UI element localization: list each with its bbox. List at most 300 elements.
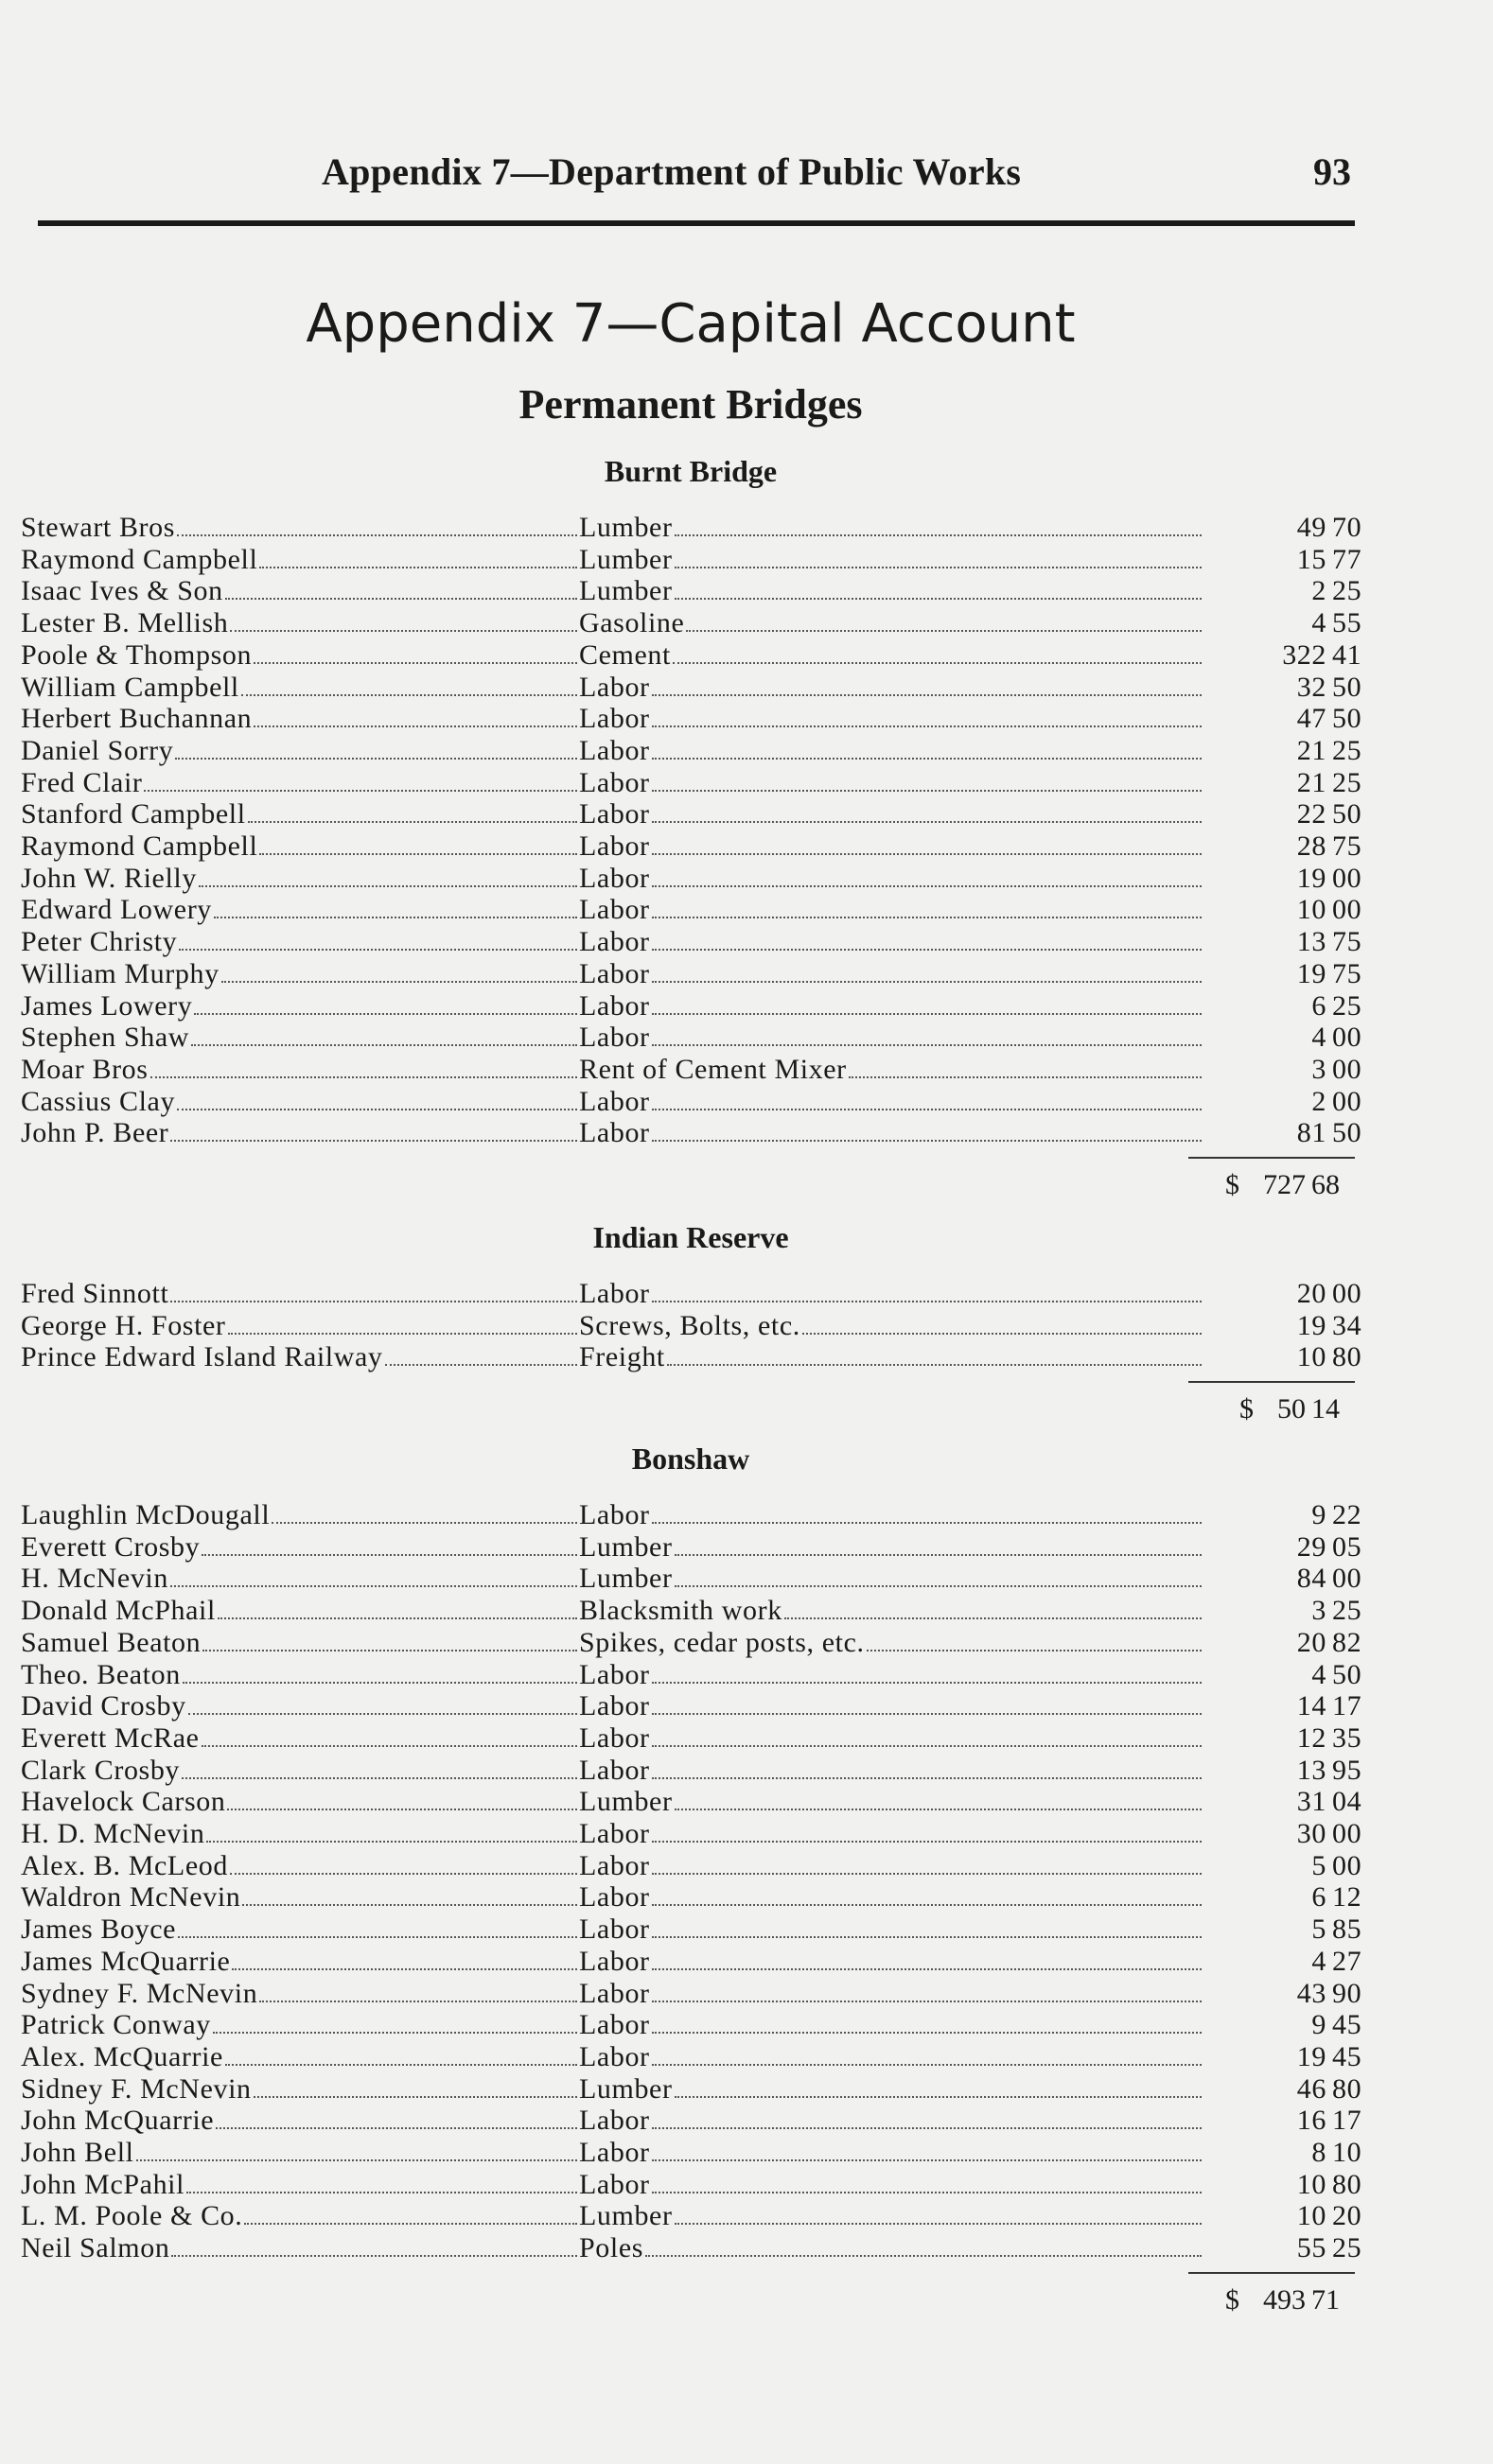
amount-dollars: 20 [1296, 1626, 1326, 1658]
dot-leader [194, 1013, 577, 1015]
payee-cell [21, 1627, 579, 1659]
ledger-row [21, 1849, 1362, 1882]
page-title: Appendix 7—Capital Account [306, 293, 1076, 355]
amount-dollars: 30 [1296, 1818, 1326, 1849]
ledger-row [21, 2072, 1362, 2106]
item-cell [579, 1054, 1203, 1086]
ledger-row [21, 638, 1362, 672]
amount-cents: 25 [1332, 766, 1362, 798]
amount-dollars: 22 [1296, 798, 1326, 830]
amount-dollars: 9 [1311, 2009, 1326, 2041]
dot-leader [191, 1044, 577, 1046]
item-cell [579, 1595, 1203, 1627]
amount-cents: 10 [1332, 2137, 1362, 2168]
dot-leader [259, 2001, 577, 2002]
amount-cents: 00 [1332, 1053, 1362, 1085]
section-total [1183, 2283, 1359, 2317]
dot-leader [272, 1522, 577, 1524]
payee-cell [21, 1818, 579, 1850]
amount-dollars: 46 [1296, 2072, 1326, 2105]
dot-leader [199, 885, 577, 887]
dot-leader [652, 1109, 1202, 1110]
payee-name: David Crosby [21, 1690, 186, 1722]
dot-leader [652, 885, 1202, 887]
dot-leader [652, 1904, 1202, 1906]
payee-cell [21, 512, 579, 544]
amount-cents: 17 [1332, 2105, 1362, 2137]
payee-name: Waldron McNevin [21, 1881, 241, 1914]
payee-name: Stanford Campbell [21, 798, 246, 830]
item-cell [579, 735, 1203, 767]
item-cell [579, 1499, 1203, 1531]
amount-cents: 00 [1332, 1849, 1362, 1881]
amount-cents: 80 [1332, 2072, 1362, 2105]
payee-cell [21, 1086, 579, 1118]
payee-name: Patrick Conway [21, 2009, 211, 2041]
dot-leader [652, 2159, 1202, 2161]
payee-name: William Murphy [21, 957, 220, 989]
payee-name: James McQuarrie [21, 1945, 231, 1977]
item-description: Labor [579, 671, 650, 703]
amount-dollars: 10 [1296, 1341, 1326, 1373]
item-description: Cement [579, 638, 671, 671]
dot-leader [675, 1809, 1202, 1810]
amount-dollars: 4 [1311, 1945, 1326, 1977]
item-cell [579, 1881, 1203, 1914]
payee-name: Isaac Ives & Son [21, 575, 223, 607]
page-number: 93 [1313, 150, 1351, 193]
amount-dollars: 13 [1296, 1754, 1326, 1786]
payee-name: Alex. B. McLeod [21, 1849, 228, 1881]
item-cell [579, 894, 1203, 926]
item-description: Labor [579, 2040, 650, 2072]
dot-leader [225, 2064, 577, 2066]
amount-dollars: 3 [1311, 1595, 1326, 1627]
dot-leader [675, 567, 1202, 568]
dot-leader [170, 1585, 577, 1587]
item-description: Labor [579, 734, 650, 766]
ledger-row [21, 1658, 1362, 1691]
amount-cents: 41 [1332, 638, 1362, 671]
dot-leader [242, 1904, 577, 1906]
payee-cell [21, 1946, 579, 1978]
ledger-row [21, 1914, 1362, 1946]
dot-leader [652, 1873, 1202, 1875]
dot-leader [652, 1777, 1202, 1779]
payee-cell [21, 1054, 579, 1086]
dot-leader [218, 1617, 577, 1619]
item-description: Lumber [579, 1786, 673, 1818]
payee-cell [21, 2137, 579, 2169]
ledger-row [21, 894, 1362, 926]
payee-name: Cassius Clay [21, 1085, 176, 1117]
dot-leader [259, 567, 577, 568]
ledger-row [21, 1117, 1362, 1149]
payee-name: Alex. McQuarrie [21, 2040, 223, 2072]
dot-leader [177, 1109, 577, 1110]
item-description: Labor [579, 1977, 650, 2009]
item-description: Lumber [579, 1563, 673, 1595]
section-total [1183, 1392, 1359, 1426]
amount-cents: 50 [1332, 703, 1362, 735]
amount-dollars: 21 [1296, 766, 1326, 798]
item-cell [579, 1531, 1203, 1564]
amount-cents: 50 [1332, 1117, 1362, 1149]
amount-cents: 34 [1332, 1309, 1362, 1341]
payee-name: William Campbell [21, 671, 239, 703]
dot-leader [652, 790, 1202, 792]
payee-name: George H. Foster [21, 1309, 226, 1341]
dot-leader [652, 694, 1202, 696]
amount-dollars: 13 [1296, 926, 1326, 958]
amount-dollars: 15 [1296, 543, 1326, 575]
dot-leader [241, 694, 577, 696]
amount-dollars: 20 [1296, 1278, 1326, 1309]
payee-cell [21, 767, 579, 799]
item-description: Labor [579, 1849, 650, 1881]
dot-leader [675, 534, 1202, 536]
payee-cell [21, 926, 579, 958]
dot-leader [228, 1333, 577, 1335]
payee-cell [21, 1310, 579, 1342]
dot-leader [214, 917, 577, 918]
dot-leader [230, 630, 577, 632]
amount-cents: 77 [1332, 543, 1362, 575]
item-cell [579, 1978, 1203, 2010]
item-description: Labor [579, 862, 650, 894]
payee-cell [21, 735, 579, 767]
amount-cents: 00 [1332, 894, 1362, 926]
currency-sign: $ [1239, 1393, 1254, 1425]
ledger-row [21, 1945, 1362, 1978]
ledger-row [21, 798, 1362, 830]
ledger-row [21, 734, 1362, 767]
ledger-row [21, 1022, 1362, 1054]
amount-dollars: 6 [1311, 989, 1326, 1022]
ledger-row [21, 1499, 1362, 1531]
item-description: Labor [579, 2168, 650, 2200]
payee-cell [21, 1690, 579, 1722]
payee-cell [21, 1722, 579, 1755]
amount-cents: 00 [1332, 1563, 1362, 1595]
dot-leader [675, 1554, 1202, 1556]
amount-cents: 95 [1332, 1754, 1362, 1786]
section-title: Burnt Bridge [604, 454, 778, 488]
dot-leader [652, 853, 1202, 855]
payee-cell [21, 1499, 579, 1531]
ledger-row [21, 1341, 1362, 1373]
amount-dollars: 10 [1296, 2200, 1326, 2232]
item-description: Blacksmith work [579, 1595, 782, 1627]
header-rule [38, 220, 1355, 226]
payee-name: Everett Crosby [21, 1530, 201, 1563]
dot-leader [244, 2223, 577, 2225]
payee-name: Laughlin McDougall [21, 1499, 271, 1530]
amount-cents: 22 [1332, 1499, 1362, 1530]
ledger-row [21, 2040, 1362, 2073]
dot-leader [784, 1617, 1202, 1619]
total-dollars: 493 [1263, 2283, 1306, 2315]
item-cell [579, 767, 1203, 799]
amount-dollars: 29 [1296, 1530, 1326, 1563]
item-cell [579, 607, 1203, 639]
amount-dollars: 2 [1311, 1085, 1326, 1117]
dot-leader [652, 1301, 1202, 1302]
payee-cell [21, 1881, 579, 1914]
ledger-row [21, 1085, 1362, 1118]
item-cell [579, 1722, 1203, 1755]
dot-leader [227, 1809, 577, 1810]
dot-leader [182, 1777, 577, 1779]
amount-dollars: 3 [1311, 1053, 1326, 1085]
dot-leader [206, 1841, 577, 1843]
payee-cell [21, 1022, 579, 1054]
dot-leader [652, 758, 1202, 760]
dot-leader [652, 949, 1202, 951]
payee-cell [21, 1531, 579, 1564]
item-description: Labor [579, 703, 650, 735]
ledger-row [21, 671, 1362, 704]
dot-leader [652, 981, 1202, 983]
item-cell [579, 1850, 1203, 1882]
item-cell [579, 672, 1203, 704]
payee-name: Prince Edward Island Railway [21, 1341, 383, 1373]
payee-cell [21, 2232, 579, 2264]
item-cell [579, 2169, 1203, 2201]
payee-cell [21, 798, 579, 830]
payee-name: Havelock Carson [21, 1786, 226, 1818]
payee-cell [21, 639, 579, 672]
amount-dollars: 31 [1296, 1786, 1326, 1818]
item-description: Labor [579, 1085, 650, 1117]
amount-cents: 50 [1332, 1658, 1362, 1690]
ledger-row [21, 1563, 1362, 1595]
ledger-row [21, 1881, 1362, 1914]
dot-leader [202, 1745, 577, 1747]
dot-leader [179, 949, 577, 951]
dot-leader [248, 821, 577, 823]
ledger-row [21, 1626, 1362, 1659]
ledger-row [21, 1786, 1362, 1818]
payee-cell [21, 2200, 579, 2232]
item-description: Labor [579, 926, 650, 958]
dot-leader [675, 2096, 1202, 2098]
amount-dollars: 14 [1296, 1690, 1326, 1722]
payee-cell [21, 1278, 579, 1310]
dot-leader [221, 981, 577, 983]
amount-dollars: 4 [1311, 607, 1326, 639]
dot-leader [144, 790, 577, 792]
payee-name: Sidney F. McNevin [21, 2072, 252, 2105]
payee-name: Sydney F. McNevin [21, 1977, 258, 2009]
total-dollars: 727 [1263, 1169, 1306, 1200]
item-cell [579, 1341, 1203, 1373]
ledger-row [21, 1690, 1362, 1722]
item-description: Labor [579, 1914, 650, 1946]
dot-leader [216, 2127, 577, 2129]
amount-cents: 45 [1332, 2009, 1362, 2041]
currency-sign: $ [1225, 1169, 1239, 1200]
item-description: Lumber [579, 512, 673, 543]
payee-name: John McQuarrie [21, 2105, 215, 2137]
payee-name: Stephen Shaw [21, 1022, 190, 1054]
amount-cents: 55 [1332, 607, 1362, 639]
item-cell [579, 1946, 1203, 1978]
amount-dollars: 322 [1282, 638, 1326, 671]
ledger-row [21, 1053, 1362, 1086]
amount-cents: 50 [1332, 798, 1362, 830]
total-cents: 68 [1311, 1169, 1340, 1200]
dot-leader [230, 1873, 577, 1875]
payee-name: Theo. Beaton [21, 1658, 181, 1690]
dot-leader [254, 2096, 577, 2098]
dot-leader [652, 1745, 1202, 1747]
section-title: Indian Reserve [592, 1220, 789, 1254]
dot-leader [652, 2064, 1202, 2066]
item-description: Lumber [579, 2072, 673, 2105]
item-description: Labor [579, 1117, 650, 1149]
item-description: Labor [579, 766, 650, 798]
dot-leader [178, 1936, 577, 1938]
section-total [1183, 1168, 1359, 1202]
amount-dollars: 43 [1296, 1977, 1326, 2009]
subtotal-rule [1188, 1381, 1355, 1383]
dot-leader [213, 2032, 577, 2034]
ledger-row [21, 926, 1362, 958]
item-description: Rent of Cement Mixer [579, 1053, 847, 1085]
item-cell [579, 798, 1203, 830]
ledger-row [21, 2105, 1362, 2137]
dot-leader [645, 2255, 1202, 2257]
ledger-row [21, 989, 1362, 1022]
dot-leader [254, 725, 577, 727]
payee-cell [21, 1563, 579, 1595]
amount-dollars: 81 [1296, 1117, 1326, 1149]
amount-cents: 27 [1332, 1945, 1362, 1977]
amount-cents: 82 [1332, 1626, 1362, 1658]
payee-cell [21, 2073, 579, 2106]
dot-leader [202, 1650, 577, 1651]
dot-leader [225, 598, 577, 600]
item-description: Labor [579, 830, 650, 862]
payee-cell [21, 830, 579, 863]
item-description: Freight [579, 1341, 665, 1373]
payee-name: Edward Lowery [21, 894, 212, 926]
amount-cents: 04 [1332, 1786, 1362, 1818]
payee-cell [21, 2169, 579, 2201]
item-description: Labor [579, 1945, 650, 1977]
item-cell [579, 2073, 1203, 2106]
ledger-row [21, 830, 1362, 863]
dot-leader [183, 1682, 577, 1684]
amount-cents: 05 [1332, 1530, 1362, 1563]
ledger-row [21, 1977, 1362, 2010]
dot-leader [675, 598, 1202, 600]
item-description: Labor [579, 1754, 650, 1786]
item-cell [579, 2200, 1203, 2232]
dot-leader [652, 821, 1202, 823]
ledger-row [21, 1595, 1362, 1627]
total-cents: 14 [1311, 1393, 1340, 1425]
amount-dollars: 19 [1296, 862, 1326, 894]
dot-leader [652, 2127, 1202, 2129]
item-cell [579, 2041, 1203, 2073]
item-cell [579, 926, 1203, 958]
payee-cell [21, 1914, 579, 1946]
amount-dollars: 84 [1296, 1563, 1326, 1595]
payee-cell [21, 544, 579, 576]
amount-cents: 50 [1332, 671, 1362, 703]
amount-dollars: 55 [1296, 2232, 1326, 2264]
amount-cents: 25 [1332, 1595, 1362, 1627]
amount-cents: 80 [1332, 1341, 1362, 1373]
item-description: Screws, Bolts, etc. [579, 1309, 800, 1341]
ledger-row [21, 1278, 1362, 1310]
item-cell [579, 703, 1203, 735]
amount-cents: 70 [1332, 512, 1362, 543]
payee-cell [21, 2009, 579, 2041]
payee-name: James Lowery [21, 989, 193, 1022]
amount-dollars: 19 [1296, 957, 1326, 989]
amount-dollars: 49 [1296, 512, 1326, 543]
dot-leader [675, 1585, 1202, 1587]
dot-leader [175, 758, 577, 760]
amount-cents: 25 [1332, 989, 1362, 1022]
amount-cents: 20 [1332, 2200, 1362, 2232]
ledger-row [21, 862, 1362, 895]
item-cell [579, 1022, 1203, 1054]
item-description: Labor [579, 798, 650, 830]
payee-cell [21, 958, 579, 990]
amount-cents: 00 [1332, 862, 1362, 894]
item-description: Labor [579, 2137, 650, 2168]
dot-leader [652, 1013, 1202, 1015]
ledger-row [21, 2137, 1362, 2169]
dot-leader [667, 1364, 1202, 1366]
payee-cell [21, 1659, 579, 1691]
item-cell [579, 1914, 1203, 1946]
dot-leader [170, 1140, 577, 1142]
item-cell [579, 1659, 1203, 1691]
payee-name: Moar Bros [21, 1053, 149, 1085]
item-description: Labor [579, 957, 650, 989]
amount-dollars: 10 [1296, 894, 1326, 926]
item-cell [579, 1627, 1203, 1659]
item-description: Labor [579, 1499, 650, 1530]
dot-leader [867, 1650, 1202, 1651]
dot-leader [136, 2159, 577, 2161]
payee-cell [21, 703, 579, 735]
item-description: Spikes, cedar posts, etc. [579, 1626, 865, 1658]
amount-dollars: 4 [1311, 1658, 1326, 1690]
item-description: Poles [579, 2232, 644, 2264]
item-description: Lumber [579, 1530, 673, 1563]
payee-cell [21, 894, 579, 926]
item-cell [579, 2137, 1203, 2169]
ledger-row [21, 575, 1362, 607]
item-cell [579, 1786, 1203, 1818]
amount-dollars: 12 [1296, 1721, 1326, 1754]
amount-dollars: 21 [1296, 734, 1326, 766]
item-cell [579, 639, 1203, 672]
payee-name: H. McNevin [21, 1563, 168, 1595]
amount-cents: 25 [1332, 734, 1362, 766]
payee-cell [21, 607, 579, 639]
payee-name: Poole & Thompson [21, 638, 253, 671]
dot-leader [652, 1522, 1202, 1524]
dot-leader [177, 534, 577, 536]
item-cell [579, 1117, 1203, 1149]
